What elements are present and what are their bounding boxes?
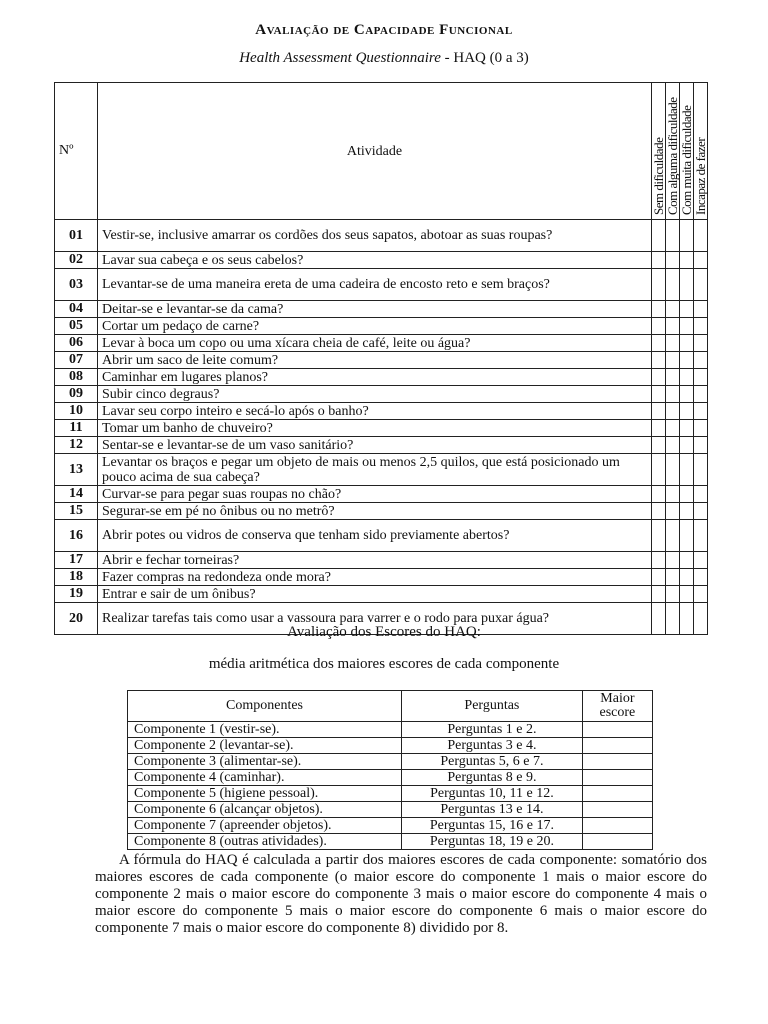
haq-row-number: 19 <box>55 586 98 603</box>
haq-row-number: 11 <box>55 420 98 437</box>
haq-row-number: 02 <box>55 252 98 269</box>
haq-row-activity: Curvar-se para pegar suas roupas no chão? <box>98 486 652 503</box>
haq-answer-cell[interactable] <box>680 335 694 352</box>
haq-row <box>55 335 708 352</box>
haq-row-number: 12 <box>55 437 98 454</box>
haq-answer-cell[interactable] <box>666 352 680 369</box>
haq-row-number: 15 <box>55 503 98 520</box>
component-questions: Perguntas 5, 6 e 7. <box>402 754 583 770</box>
haq-row <box>55 503 708 520</box>
haq-row <box>55 318 708 335</box>
haq-answer-cell[interactable] <box>680 369 694 386</box>
haq-answer-cell[interactable] <box>694 369 708 386</box>
component-max-score-cell[interactable] <box>582 786 652 802</box>
haq-row-number: 10 <box>55 403 98 420</box>
haq-answer-cell[interactable] <box>680 318 694 335</box>
haq-answer-cell[interactable] <box>694 437 708 454</box>
haq-row <box>55 369 708 386</box>
component-questions: Perguntas 15, 16 e 17. <box>402 818 583 834</box>
haq-body <box>55 220 708 635</box>
haq-row-activity: Fazer compras na redondeza onde mora? <box>98 569 652 586</box>
haq-answer-cell[interactable] <box>666 369 680 386</box>
haq-row <box>55 520 708 552</box>
component-questions: Perguntas 1 e 2. <box>402 722 583 738</box>
haq-answer-cell[interactable] <box>652 301 666 318</box>
component-name: Componente 1 (vestir-se). <box>128 722 402 738</box>
component-max-score-cell[interactable] <box>582 802 652 818</box>
component-max-score-cell[interactable] <box>582 818 652 834</box>
haq-row-activity: Abrir e fechar torneiras? <box>98 552 652 569</box>
haq-row-activity: Segurar-se em pé no ônibus ou no metrô? <box>98 503 652 520</box>
haq-answer-cell[interactable] <box>666 586 680 603</box>
component-row <box>128 802 653 818</box>
haq-answer-cell[interactable] <box>694 486 708 503</box>
haq-answer-cell[interactable] <box>680 386 694 403</box>
haq-answer-cell[interactable] <box>680 503 694 520</box>
haq-row-number: 05 <box>55 318 98 335</box>
components-body <box>128 722 653 850</box>
haq-row-number: 01 <box>55 220 98 252</box>
haq-row <box>55 252 708 269</box>
haq-row-number: 17 <box>55 552 98 569</box>
haq-answer-cell[interactable] <box>680 301 694 318</box>
haq-row-activity: Lavar seu corpo inteiro e secá-lo após o banho? <box>98 403 652 420</box>
haq-answer-cell[interactable] <box>680 437 694 454</box>
haq-row-number: 07 <box>55 352 98 369</box>
haq-answer-cell[interactable] <box>694 220 708 252</box>
haq-row-number: 03 <box>55 269 98 301</box>
scores-heading: Avaliação dos Escores do HAQ: <box>287 624 481 640</box>
formula-paragraph <box>95 852 707 937</box>
component-max-score-cell[interactable] <box>582 738 652 754</box>
haq-row-number: 16 <box>55 520 98 552</box>
haq-answer-cell[interactable] <box>652 569 666 586</box>
component-row <box>128 754 653 770</box>
haq-row <box>55 386 708 403</box>
haq-answer-cell[interactable] <box>694 520 708 552</box>
haq-answer-cell[interactable] <box>694 503 708 520</box>
haq-answer-cell[interactable] <box>652 335 666 352</box>
haq-answer-cell[interactable] <box>652 552 666 569</box>
component-questions: Perguntas 13 e 14. <box>402 802 583 818</box>
haq-answer-cell[interactable] <box>680 454 694 486</box>
component-questions: Perguntas 8 e 9. <box>402 770 583 786</box>
haq-answer-cell[interactable] <box>666 335 680 352</box>
subtitle-italic: Health Assessment Questionnaire <box>239 50 441 66</box>
component-row <box>128 834 653 850</box>
haq-answer-cell[interactable] <box>652 269 666 301</box>
header-level-1 <box>666 83 680 220</box>
haq-answer-cell[interactable] <box>666 252 680 269</box>
haq-row-activity: Levar à boca um copo ou uma xícara cheia de café, leite ou água? <box>98 335 652 352</box>
haq-answer-cell[interactable] <box>652 520 666 552</box>
haq-row <box>55 454 708 486</box>
header-level-label: Com alguma dificuldade <box>664 97 680 215</box>
haq-row <box>55 552 708 569</box>
haq-answer-cell[interactable] <box>652 486 666 503</box>
header-num: Nº <box>55 83 98 220</box>
haq-answer-cell[interactable] <box>666 269 680 301</box>
component-row <box>128 818 653 834</box>
haq-answer-cell[interactable] <box>652 454 666 486</box>
header-components: Componentes <box>128 691 402 722</box>
haq-answer-cell[interactable] <box>652 437 666 454</box>
haq-answer-cell[interactable] <box>680 403 694 420</box>
haq-row <box>55 269 708 301</box>
components-table <box>127 690 653 850</box>
component-questions: Perguntas 10, 11 e 12. <box>402 786 583 802</box>
subtitle-rest: - HAQ (0 a 3) <box>440 50 529 66</box>
components-header-row <box>128 691 653 722</box>
haq-answer-cell[interactable] <box>680 520 694 552</box>
haq-answer-cell[interactable] <box>694 420 708 437</box>
component-max-score-cell[interactable] <box>582 834 652 850</box>
haq-answer-cell[interactable] <box>680 569 694 586</box>
header-max-score: Maior escore <box>582 691 652 722</box>
haq-row <box>55 437 708 454</box>
haq-row-activity: Abrir um saco de leite comum? <box>98 352 652 369</box>
haq-row-number: 08 <box>55 369 98 386</box>
haq-row-activity: Lavar sua cabeça e os seus cabelos? <box>98 252 652 269</box>
haq-answer-cell[interactable] <box>652 420 666 437</box>
scores-subheading: média aritmética dos maiores escores de cada componente <box>208 656 560 672</box>
haq-row-activity: Realizar tarefas tais como usar a vassoura para varrer e o rodo para puxar água? <box>98 603 652 635</box>
header-questions: Perguntas <box>402 691 583 722</box>
haq-answer-cell[interactable] <box>652 318 666 335</box>
haq-answer-cell[interactable] <box>652 503 666 520</box>
component-row <box>128 738 653 754</box>
haq-answer-cell[interactable] <box>694 403 708 420</box>
haq-answer-cell[interactable] <box>666 503 680 520</box>
component-name: Componente 6 (alcançar objetos). <box>128 802 402 818</box>
component-name: Componente 8 (outras atividades). <box>128 834 402 850</box>
formula-text: A fórmula do HAQ é calculada a partir dos maiores escores de cada componente: somatório dos maiores escores de cada componente (o maior escore do componente 1 mais o maior escore do componente 2 mais o maior escore do componente 3 mais o maior escore do componente 4 mais o maior escore do componente 5 mais o maior escore do componente 6 mais o maior escore do componente 7 mais o maior escore do componente 8) dividido por 8. <box>95 852 707 936</box>
haq-row-number: 04 <box>55 301 98 318</box>
header-level-3 <box>694 83 708 220</box>
haq-row-activity: Levantar os braços e pegar um objeto de mais ou menos 2,5 quilos, que está posicionado um pouco acima de sua cabeça? <box>98 454 652 486</box>
haq-row-activity: Subir cinco degraus? <box>98 386 652 403</box>
haq-row <box>55 403 708 420</box>
haq-row-activity: Levantar-se de uma maneira ereta de uma cadeira de encosto reto e sem braços? <box>98 269 652 301</box>
haq-answer-cell[interactable] <box>652 386 666 403</box>
haq-answer-cell[interactable] <box>680 269 694 301</box>
component-max-score-cell[interactable] <box>582 722 652 738</box>
haq-answer-cell[interactable] <box>666 437 680 454</box>
haq-answer-cell[interactable] <box>652 252 666 269</box>
haq-row-number: 18 <box>55 569 98 586</box>
haq-answer-cell[interactable] <box>694 318 708 335</box>
haq-row-activity: Abrir potes ou vidros de conserva que tenham sido previamente abertos? <box>98 520 652 552</box>
haq-answer-cell[interactable] <box>666 486 680 503</box>
page-subtitle <box>0 50 768 67</box>
haq-answer-cell[interactable] <box>666 318 680 335</box>
haq-row <box>55 420 708 437</box>
haq-answer-cell[interactable] <box>680 552 694 569</box>
haq-answer-cell[interactable] <box>694 386 708 403</box>
haq-answer-cell[interactable] <box>666 301 680 318</box>
haq-answer-cell[interactable] <box>652 220 666 252</box>
page-title: Avaliação de Capacidade Funcional <box>255 22 513 38</box>
haq-answer-cell[interactable] <box>666 220 680 252</box>
haq-row-number: 09 <box>55 386 98 403</box>
haq-answer-cell[interactable] <box>694 352 708 369</box>
haq-row <box>55 486 708 503</box>
haq-answer-cell[interactable] <box>666 569 680 586</box>
haq-row-activity: Sentar-se e levantar-se de um vaso sanitário? <box>98 437 652 454</box>
component-max-score-cell[interactable] <box>582 754 652 770</box>
component-name: Componente 4 (caminhar). <box>128 770 402 786</box>
haq-row <box>55 301 708 318</box>
haq-answer-cell[interactable] <box>652 369 666 386</box>
haq-row-activity: Entrar e sair de um ônibus? <box>98 586 652 603</box>
header-level-label: Incapaz de fazer <box>692 137 708 215</box>
haq-answer-cell[interactable] <box>680 352 694 369</box>
header-level-label: Sem dificuldade <box>650 137 666 215</box>
haq-row-number: 20 <box>55 603 98 635</box>
component-row <box>128 770 653 786</box>
component-row <box>128 722 653 738</box>
haq-answer-cell[interactable] <box>694 454 708 486</box>
haq-answer-cell[interactable] <box>694 586 708 603</box>
component-row <box>128 786 653 802</box>
haq-row-activity: Deitar-se e levantar-se da cama? <box>98 301 652 318</box>
haq-answer-cell[interactable] <box>680 486 694 503</box>
haq-answer-cell[interactable] <box>694 269 708 301</box>
haq-row <box>55 569 708 586</box>
header-activity: Atividade <box>98 83 652 220</box>
haq-answer-cell[interactable] <box>680 420 694 437</box>
haq-row-number: 06 <box>55 335 98 352</box>
haq-answer-cell[interactable] <box>680 252 694 269</box>
haq-row <box>55 352 708 369</box>
haq-row-activity: Caminhar em lugares planos? <box>98 369 652 386</box>
component-max-score-cell[interactable] <box>582 770 652 786</box>
haq-row <box>55 586 708 603</box>
haq-row-activity: Vestir-se, inclusive amarrar os cordões dos seus sapatos, abotoar as suas roupas? <box>98 220 652 252</box>
component-name: Componente 5 (higiene pessoal). <box>128 786 402 802</box>
haq-answer-cell[interactable] <box>680 220 694 252</box>
header-level-2 <box>680 83 694 220</box>
haq-row-number: 13 <box>55 454 98 486</box>
header-level-label: Com muita dificuldade <box>678 105 694 215</box>
haq-answer-cell[interactable] <box>666 420 680 437</box>
haq-answer-cell[interactable] <box>666 520 680 552</box>
haq-answer-cell[interactable] <box>694 569 708 586</box>
haq-row-activity: Tomar um banho de chuveiro? <box>98 420 652 437</box>
haq-answer-cell[interactable] <box>652 586 666 603</box>
haq-row-activity: Cortar um pedaço de carne? <box>98 318 652 335</box>
header-level-0 <box>652 83 666 220</box>
component-name: Componente 3 (alimentar-se). <box>128 754 402 770</box>
haq-header-row <box>55 83 708 220</box>
haq-answer-cell[interactable] <box>666 403 680 420</box>
haq-answer-cell[interactable] <box>666 386 680 403</box>
haq-table <box>54 82 708 635</box>
haq-answer-cell[interactable] <box>694 552 708 569</box>
haq-answer-cell[interactable] <box>694 301 708 318</box>
component-questions: Perguntas 18, 19 e 20. <box>402 834 583 850</box>
haq-row-number: 14 <box>55 486 98 503</box>
haq-answer-cell[interactable] <box>652 403 666 420</box>
component-name: Componente 2 (levantar-se). <box>128 738 402 754</box>
haq-answer-cell[interactable] <box>652 352 666 369</box>
haq-answer-cell[interactable] <box>694 252 708 269</box>
haq-answer-cell[interactable] <box>666 552 680 569</box>
component-questions: Perguntas 3 e 4. <box>402 738 583 754</box>
component-name: Componente 7 (apreender objetos). <box>128 818 402 834</box>
haq-answer-cell[interactable] <box>666 454 680 486</box>
haq-answer-cell[interactable] <box>680 586 694 603</box>
haq-row <box>55 220 708 252</box>
haq-answer-cell[interactable] <box>694 335 708 352</box>
